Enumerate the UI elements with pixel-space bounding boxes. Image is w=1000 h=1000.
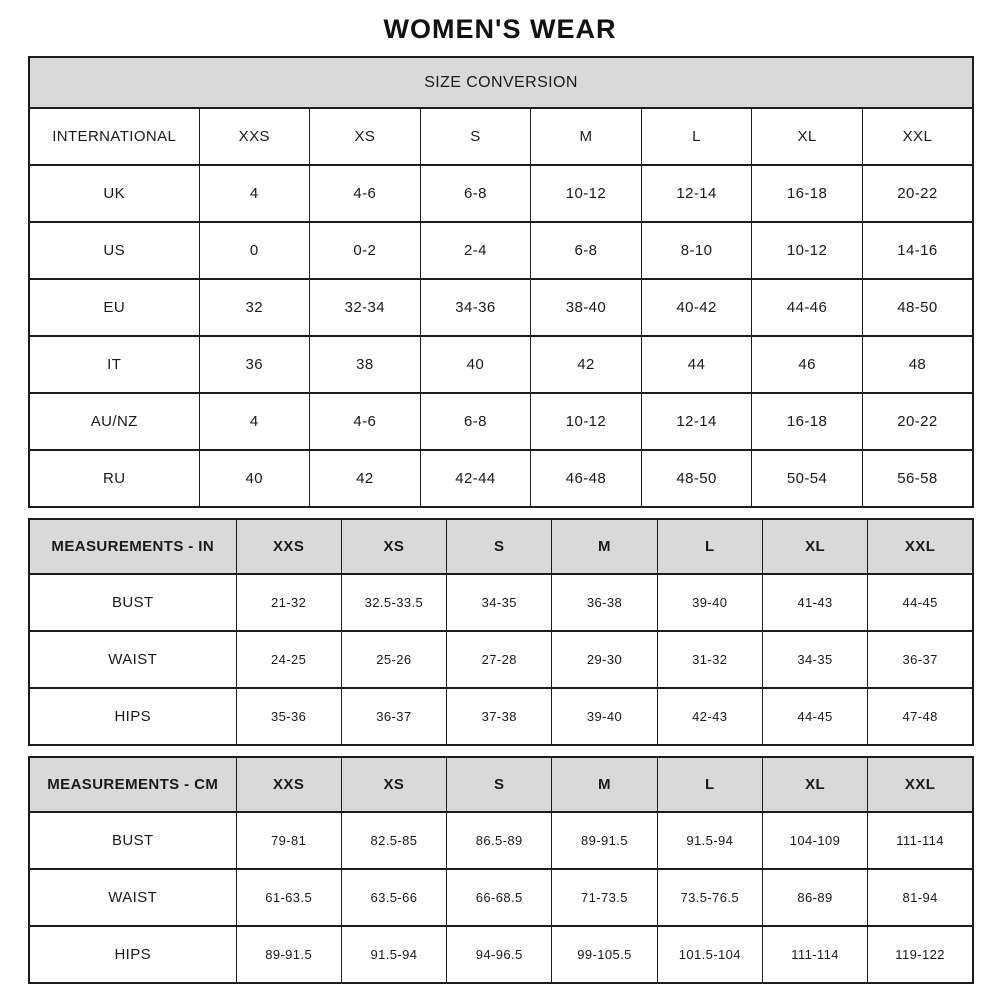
row-label: IT xyxy=(29,336,199,393)
value-cell: 0-2 xyxy=(310,222,421,279)
column-header-cell: XS xyxy=(310,108,421,165)
table-row xyxy=(29,279,973,336)
measurements-in-table xyxy=(28,518,974,746)
value-cell: 42 xyxy=(310,450,421,507)
value-cell: 4-6 xyxy=(310,393,421,450)
value-cell: 4-6 xyxy=(310,165,421,222)
row-label: US xyxy=(29,222,199,279)
row-label: HIPS xyxy=(29,926,236,983)
value-cell: 89-91.5 xyxy=(236,926,341,983)
table-row xyxy=(29,812,973,869)
value-cell: 36-37 xyxy=(868,631,973,688)
value-cell: 6-8 xyxy=(420,165,531,222)
column-header-row xyxy=(29,757,973,812)
table-row xyxy=(29,222,973,279)
column-header-cell: XS xyxy=(341,757,446,812)
value-cell: 10-12 xyxy=(752,222,863,279)
column-header-cell: XL xyxy=(762,757,867,812)
column-header-cell: L xyxy=(657,757,762,812)
column-header-row xyxy=(29,519,973,574)
column-header-cell: XXS xyxy=(199,108,310,165)
measurements-cm-table xyxy=(28,756,974,984)
value-cell: 56-58 xyxy=(862,450,973,507)
value-cell: 24-25 xyxy=(236,631,341,688)
column-header-cell: S xyxy=(420,108,531,165)
row-label: UK xyxy=(29,165,199,222)
column-header-cell: S xyxy=(447,757,552,812)
table-row xyxy=(29,336,973,393)
column-header-cell: M xyxy=(531,108,642,165)
value-cell: 119-122 xyxy=(868,926,973,983)
row-header-label: INTERNATIONAL xyxy=(29,108,199,165)
value-cell: 99-105.5 xyxy=(552,926,657,983)
table-banner-row xyxy=(29,57,973,108)
value-cell: 81-94 xyxy=(868,869,973,926)
column-header-cell: S xyxy=(447,519,552,574)
value-cell: 16-18 xyxy=(752,393,863,450)
value-cell: 12-14 xyxy=(641,165,752,222)
value-cell: 61-63.5 xyxy=(236,869,341,926)
value-cell: 36-38 xyxy=(552,574,657,631)
table-row xyxy=(29,926,973,983)
row-label: BUST xyxy=(29,574,236,631)
value-cell: 48 xyxy=(862,336,973,393)
value-cell: 4 xyxy=(199,393,310,450)
page-title: WOMEN'S WEAR xyxy=(383,14,617,44)
value-cell: 44-45 xyxy=(762,688,867,745)
size-conversion-table xyxy=(28,56,974,508)
value-cell: 4 xyxy=(199,165,310,222)
value-cell: 63.5-66 xyxy=(341,869,446,926)
value-cell: 31-32 xyxy=(657,631,762,688)
value-cell: 101.5-104 xyxy=(657,926,762,983)
table-row xyxy=(29,450,973,507)
table-row xyxy=(29,631,973,688)
value-cell: 38-40 xyxy=(531,279,642,336)
value-cell: 71-73.5 xyxy=(552,869,657,926)
value-cell: 38 xyxy=(310,336,421,393)
table-row xyxy=(29,574,973,631)
value-cell: 44-45 xyxy=(868,574,973,631)
row-label: AU/NZ xyxy=(29,393,199,450)
table-row xyxy=(29,869,973,926)
value-cell: 12-14 xyxy=(641,393,752,450)
value-cell: 48-50 xyxy=(641,450,752,507)
value-cell: 44 xyxy=(641,336,752,393)
value-cell: 32-34 xyxy=(310,279,421,336)
value-cell: 20-22 xyxy=(862,165,973,222)
column-header-cell: L xyxy=(657,519,762,574)
row-header-label: MEASUREMENTS - IN xyxy=(29,519,236,574)
value-cell: 39-40 xyxy=(552,688,657,745)
row-label: HIPS xyxy=(29,688,236,745)
value-cell: 10-12 xyxy=(531,393,642,450)
value-cell: 14-16 xyxy=(862,222,973,279)
value-cell: 27-28 xyxy=(447,631,552,688)
value-cell: 20-22 xyxy=(862,393,973,450)
table-row xyxy=(29,165,973,222)
value-cell: 6-8 xyxy=(420,393,531,450)
value-cell: 82.5-85 xyxy=(341,812,446,869)
value-cell: 10-12 xyxy=(531,165,642,222)
value-cell: 46 xyxy=(752,336,863,393)
value-cell: 50-54 xyxy=(752,450,863,507)
value-cell: 39-40 xyxy=(657,574,762,631)
value-cell: 2-4 xyxy=(420,222,531,279)
value-cell: 86-89 xyxy=(762,869,867,926)
value-cell: 46-48 xyxy=(531,450,642,507)
value-cell: 42-43 xyxy=(657,688,762,745)
value-cell: 8-10 xyxy=(641,222,752,279)
value-cell: 47-48 xyxy=(868,688,973,745)
value-cell: 37-38 xyxy=(447,688,552,745)
value-cell: 42-44 xyxy=(420,450,531,507)
row-label: RU xyxy=(29,450,199,507)
column-header-cell: XL xyxy=(752,108,863,165)
value-cell: 34-35 xyxy=(447,574,552,631)
value-cell: 36-37 xyxy=(341,688,446,745)
column-header-cell: XXL xyxy=(862,108,973,165)
value-cell: 6-8 xyxy=(531,222,642,279)
value-cell: 91.5-94 xyxy=(341,926,446,983)
value-cell: 42 xyxy=(531,336,642,393)
column-header-cell: XL xyxy=(762,519,867,574)
column-header-cell: M xyxy=(552,757,657,812)
value-cell: 40 xyxy=(199,450,310,507)
value-cell: 34-36 xyxy=(420,279,531,336)
row-label: WAIST xyxy=(29,869,236,926)
value-cell: 36 xyxy=(199,336,310,393)
column-header-cell: XXS xyxy=(236,519,341,574)
row-header-label: MEASUREMENTS - CM xyxy=(29,757,236,812)
row-label: EU xyxy=(29,279,199,336)
value-cell: 44-46 xyxy=(752,279,863,336)
value-cell: 94-96.5 xyxy=(447,926,552,983)
value-cell: 104-109 xyxy=(762,812,867,869)
value-cell: 111-114 xyxy=(762,926,867,983)
column-header-cell: XXL xyxy=(868,519,973,574)
value-cell: 40-42 xyxy=(641,279,752,336)
column-header-row xyxy=(29,108,973,165)
value-cell: 41-43 xyxy=(762,574,867,631)
value-cell: 32 xyxy=(199,279,310,336)
row-label: WAIST xyxy=(29,631,236,688)
value-cell: 91.5-94 xyxy=(657,812,762,869)
value-cell: 21-32 xyxy=(236,574,341,631)
value-cell: 79-81 xyxy=(236,812,341,869)
value-cell: 25-26 xyxy=(341,631,446,688)
table-row xyxy=(29,688,973,745)
table-row xyxy=(29,393,973,450)
value-cell: 86.5-89 xyxy=(447,812,552,869)
table-banner: SIZE CONVERSION xyxy=(29,57,973,108)
value-cell: 35-36 xyxy=(236,688,341,745)
column-header-cell: L xyxy=(641,108,752,165)
value-cell: 73.5-76.5 xyxy=(657,869,762,926)
value-cell: 0 xyxy=(199,222,310,279)
column-header-cell: XXL xyxy=(868,757,973,812)
value-cell: 48-50 xyxy=(862,279,973,336)
value-cell: 29-30 xyxy=(552,631,657,688)
value-cell: 111-114 xyxy=(868,812,973,869)
column-header-cell: XXS xyxy=(236,757,341,812)
value-cell: 32.5-33.5 xyxy=(341,574,446,631)
column-header-cell: XS xyxy=(341,519,446,574)
value-cell: 16-18 xyxy=(752,165,863,222)
value-cell: 89-91.5 xyxy=(552,812,657,869)
column-header-cell: M xyxy=(552,519,657,574)
value-cell: 40 xyxy=(420,336,531,393)
row-label: BUST xyxy=(29,812,236,869)
value-cell: 66-68.5 xyxy=(447,869,552,926)
value-cell: 34-35 xyxy=(762,631,867,688)
